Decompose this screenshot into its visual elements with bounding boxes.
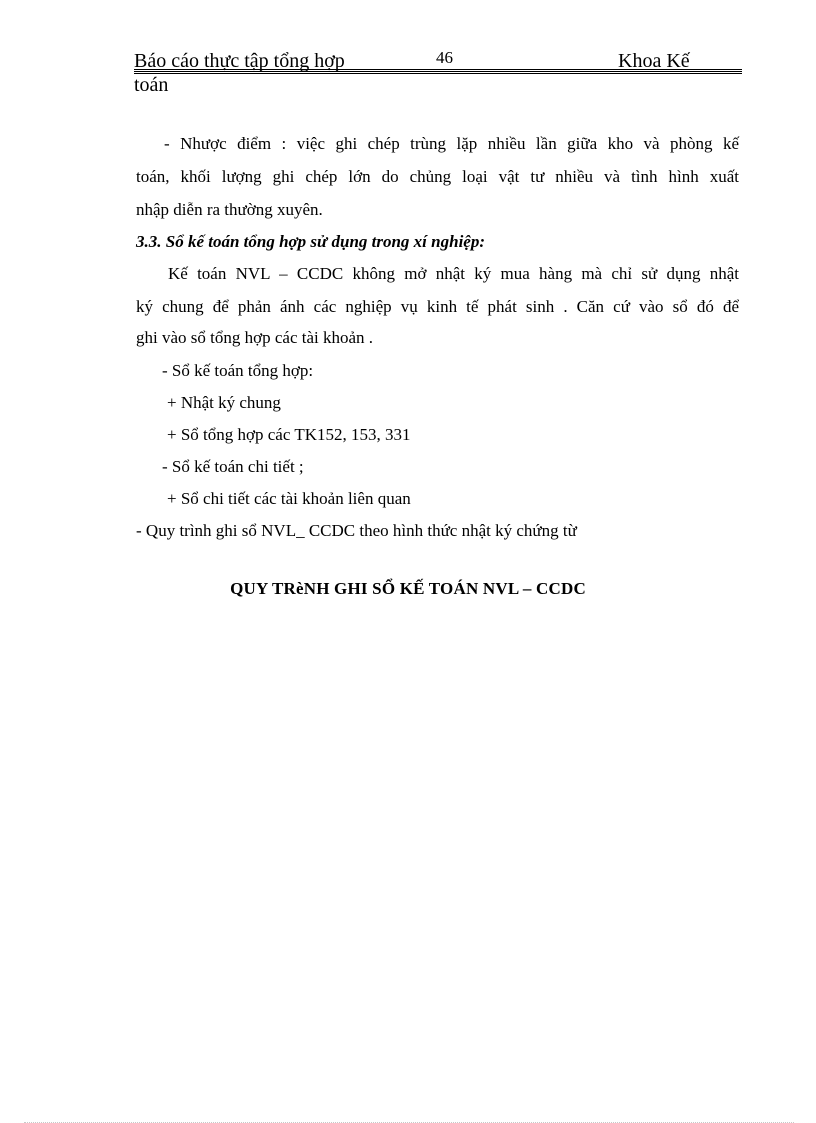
paragraph-ledger-line-1: Kế toán NVL – CCDC không mở nhật ký mua hàng mà chỉ sử dụng nhật — [168, 264, 739, 283]
header-double-rule — [134, 69, 742, 72]
paragraph-disadvantage-line-3: nhập diễn ra thường xuyên. — [136, 200, 323, 219]
list-item: + Nhật ký chung — [167, 393, 281, 412]
list-item: - Sổ kế toán tổng hợp: — [162, 361, 314, 380]
list-item: + Sổ tổng hợp các TK152, 153, 331 — [167, 425, 411, 444]
section-heading-3-3: 3.3. Sổ kế toán tổng hợp sử dụng trong xí nghiệp: — [136, 232, 485, 251]
header-faculty: Khoa Kế — [618, 50, 690, 72]
header-page-number: 46 — [436, 48, 453, 67]
list-item: + Sổ chi tiết các tài khoản liên quan — [167, 489, 411, 508]
list-item: - Sổ kế toán chi tiết ; — [162, 457, 304, 476]
paragraph-disadvantage-line-2: toán, khối lượng ghi chép lớn do chủng loại vật tư nhiều và tình hình xuất — [136, 167, 739, 186]
paragraph-ledger-line-2: ký chung để phản ánh các nghiệp vụ kinh tế phát sinh . Căn cứ vào sổ đó để — [136, 297, 739, 316]
section-title: QUY TRèNH GHI SỔ KẾ TOÁN NVL – CCDC — [230, 579, 586, 598]
paragraph-ledger-line-3: ghi vào sổ tổng hợp các tài khoản . — [136, 328, 374, 347]
header-rule — [134, 73, 742, 74]
paragraph-disadvantage-line-1: - Nhược điểm : việc ghi chép trùng lặp nhiều lần giữa kho và phòng kế — [164, 134, 739, 153]
process-description: - Quy trình ghi sổ NVL_ CCDC theo hình thức nhật ký chứng từ — [136, 521, 577, 540]
header-report-title: Báo cáo thực tập tổng hợp — [134, 50, 345, 72]
header-faculty-wrap: toán — [134, 74, 169, 96]
